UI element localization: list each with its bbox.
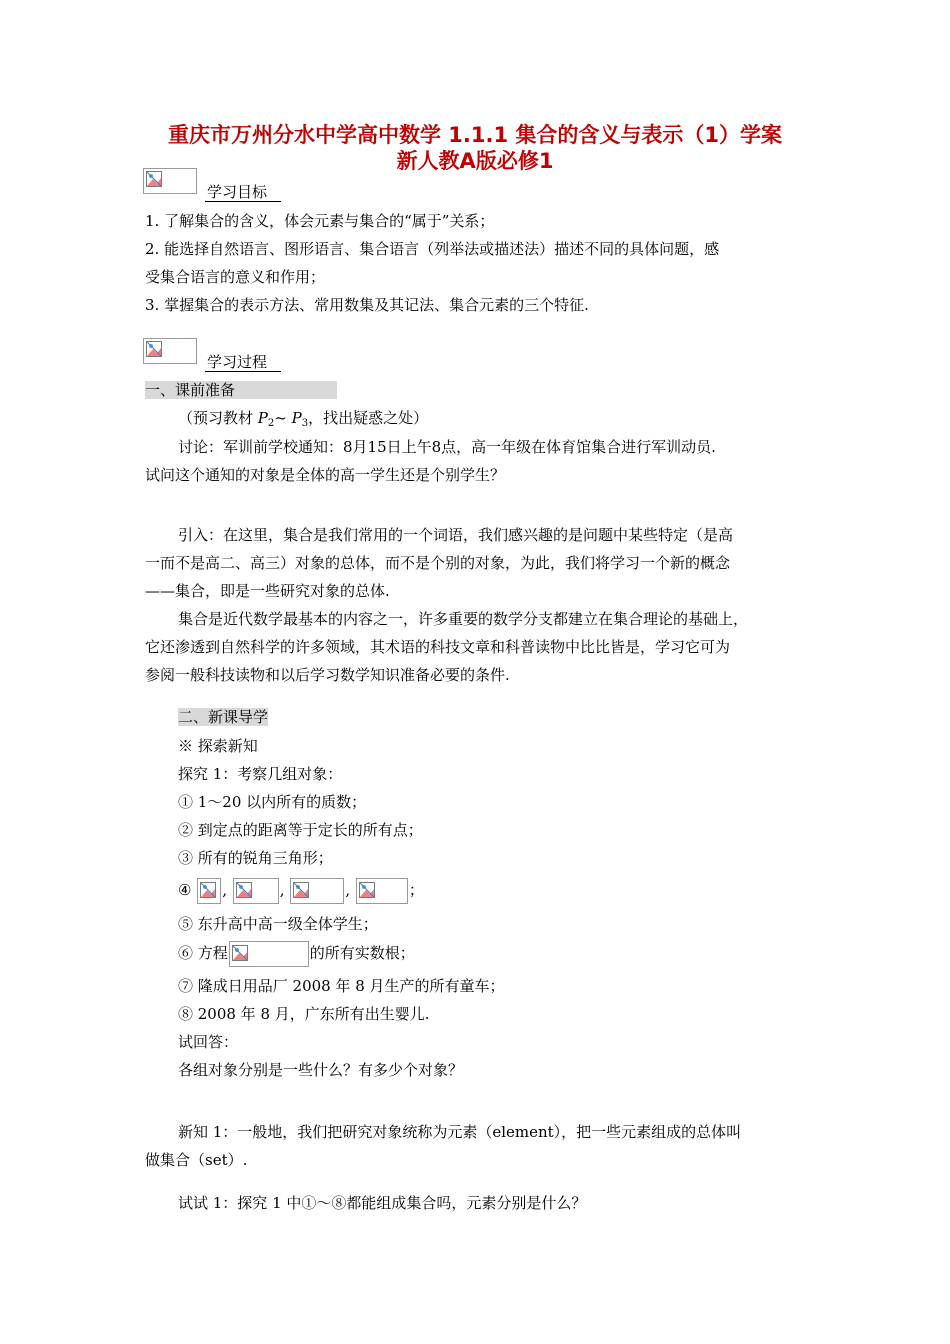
broken-image-icon <box>146 171 162 187</box>
try1-line: 试试 1：探究 1 中①～⑧都能组成集合吗，元素分别是什么？ <box>178 1194 587 1212</box>
process-heading: 学习过程 <box>205 353 281 372</box>
newknow-line: 做集合（set）. <box>145 1151 248 1169</box>
objectives-image-placeholder <box>143 168 197 194</box>
formula-image-placeholder <box>197 878 221 904</box>
broken-image-icon <box>200 882 216 898</box>
doc-title-line2: 新人教A版必修1 <box>396 149 554 173</box>
intro-line: ——集合，即是一些研究对象的总体. <box>145 582 390 600</box>
formula-image-placeholder <box>233 878 279 904</box>
list-item: ⑦ 隆成日用品厂 2008 年 8 月生产的所有童车； <box>178 977 505 995</box>
list-item-6: ⑥ 方程 的所有实数根； <box>178 940 415 967</box>
list-item: ② 到定点的距离等于定长的所有点； <box>178 821 423 839</box>
section2-heading: 二、新课导学 <box>178 708 269 726</box>
list-item: ③ 所有的锐角三角形； <box>178 849 333 867</box>
list-item-4: ④ , , , ； <box>178 877 424 904</box>
intro-line: 一而不是高二、高三）对象的总体，而不是个别的对象，为此，我们将学习一个新的概念 <box>145 554 731 572</box>
broken-image-icon <box>232 945 248 961</box>
objectives-heading: 学习目标 <box>205 183 281 202</box>
objective-item: 2. 能选择自然语言、图形语言、集合语言（列举法或描述法）描述不同的具体问题，感 <box>145 240 720 258</box>
formula-image-placeholder <box>356 878 408 904</box>
explore-heading: ※ 探索新知 <box>178 737 258 755</box>
try-answer: 试回答： <box>178 1033 239 1051</box>
preview-note: （预习教材 $P_2\sim$ $P_3$，找出疑惑之处） <box>178 409 429 429</box>
objective-item: 1. 了解集合的含义，体会元素与集合的“属于”关系； <box>145 212 495 230</box>
newknow-line: 新知 1：一般地，我们把研究对象统称为元素（element），把一些元素组成的总体叫 <box>178 1123 742 1141</box>
doc-title-line1: 重庆市万州分水中学高中数学 1.1.1 集合的含义与表示（1）学案 <box>167 123 783 147</box>
discuss-line: 试问这个通知的对象是全体的高一学生还是个别学生？ <box>145 466 506 484</box>
paragraph-line: 它还渗透到自然科学的许多领域，其术语的科技文章和科普读物中比比皆是，学习它可为 <box>145 638 731 656</box>
objective-item: 受集合语言的意义和作用； <box>145 268 326 286</box>
discuss-line: 讨论：军训前学校通知：8月15日上午8点，高一年级在体育馆集合进行军训动员. <box>178 438 716 456</box>
process-image-placeholder <box>143 338 197 364</box>
broken-image-icon <box>146 341 162 357</box>
broken-image-icon <box>359 882 375 898</box>
objective-item: 3. 掌握集合的表示方法、常用数集及其记法、集合元素的三个特征. <box>145 296 589 314</box>
broken-image-icon <box>236 882 252 898</box>
list-item: ⑧ 2008 年 8 月，广东所有出生婴儿. <box>178 1005 430 1023</box>
list-item: ① 1～20 以内所有的质数； <box>178 793 367 811</box>
paragraph-line: 参阅一般科技读物和以后学习数学知识准备必要的条件. <box>145 666 510 684</box>
formula-image-placeholder <box>290 878 344 904</box>
paragraph-line: 集合是近代数学最基本的内容之一，许多重要的数学分支都建立在集合理论的基础上， <box>178 610 749 628</box>
question-line: 各组对象分别是一些什么？有多少个对象？ <box>178 1061 464 1079</box>
list-item: ⑤ 东升高中高一级全体学生； <box>178 915 378 933</box>
broken-image-icon <box>293 882 309 898</box>
section1-heading: 一、课前准备 <box>145 381 337 399</box>
inquiry-heading: 探究 1：考察几组对象： <box>178 765 343 783</box>
intro-line: 引入：在这里，集合是我们常用的一个词语，我们感兴趣的是问题中某些特定（是高 <box>178 526 734 544</box>
equation-image-placeholder <box>229 941 309 967</box>
